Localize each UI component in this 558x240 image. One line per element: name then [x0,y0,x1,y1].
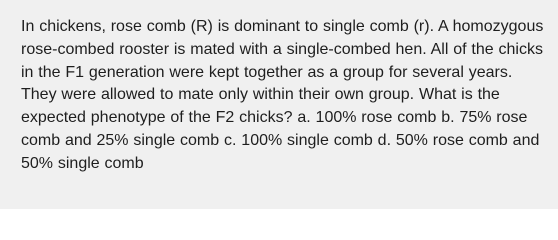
question-text: In chickens, rose comb (R) is dominant to single comb (r). A homozygous rose-combed rooster is mated with a single-combed hen. All of the chicks in the F1 generation were kept together as a group for several years. They were allowed to mate only within their own group. What is the expected phenotype of the F2 chicks? a. 100% rose comb b. 75% rose comb and 25% single comb c. 100% single comb d. 50% rose comb and 50% single comb [21,18,544,172]
